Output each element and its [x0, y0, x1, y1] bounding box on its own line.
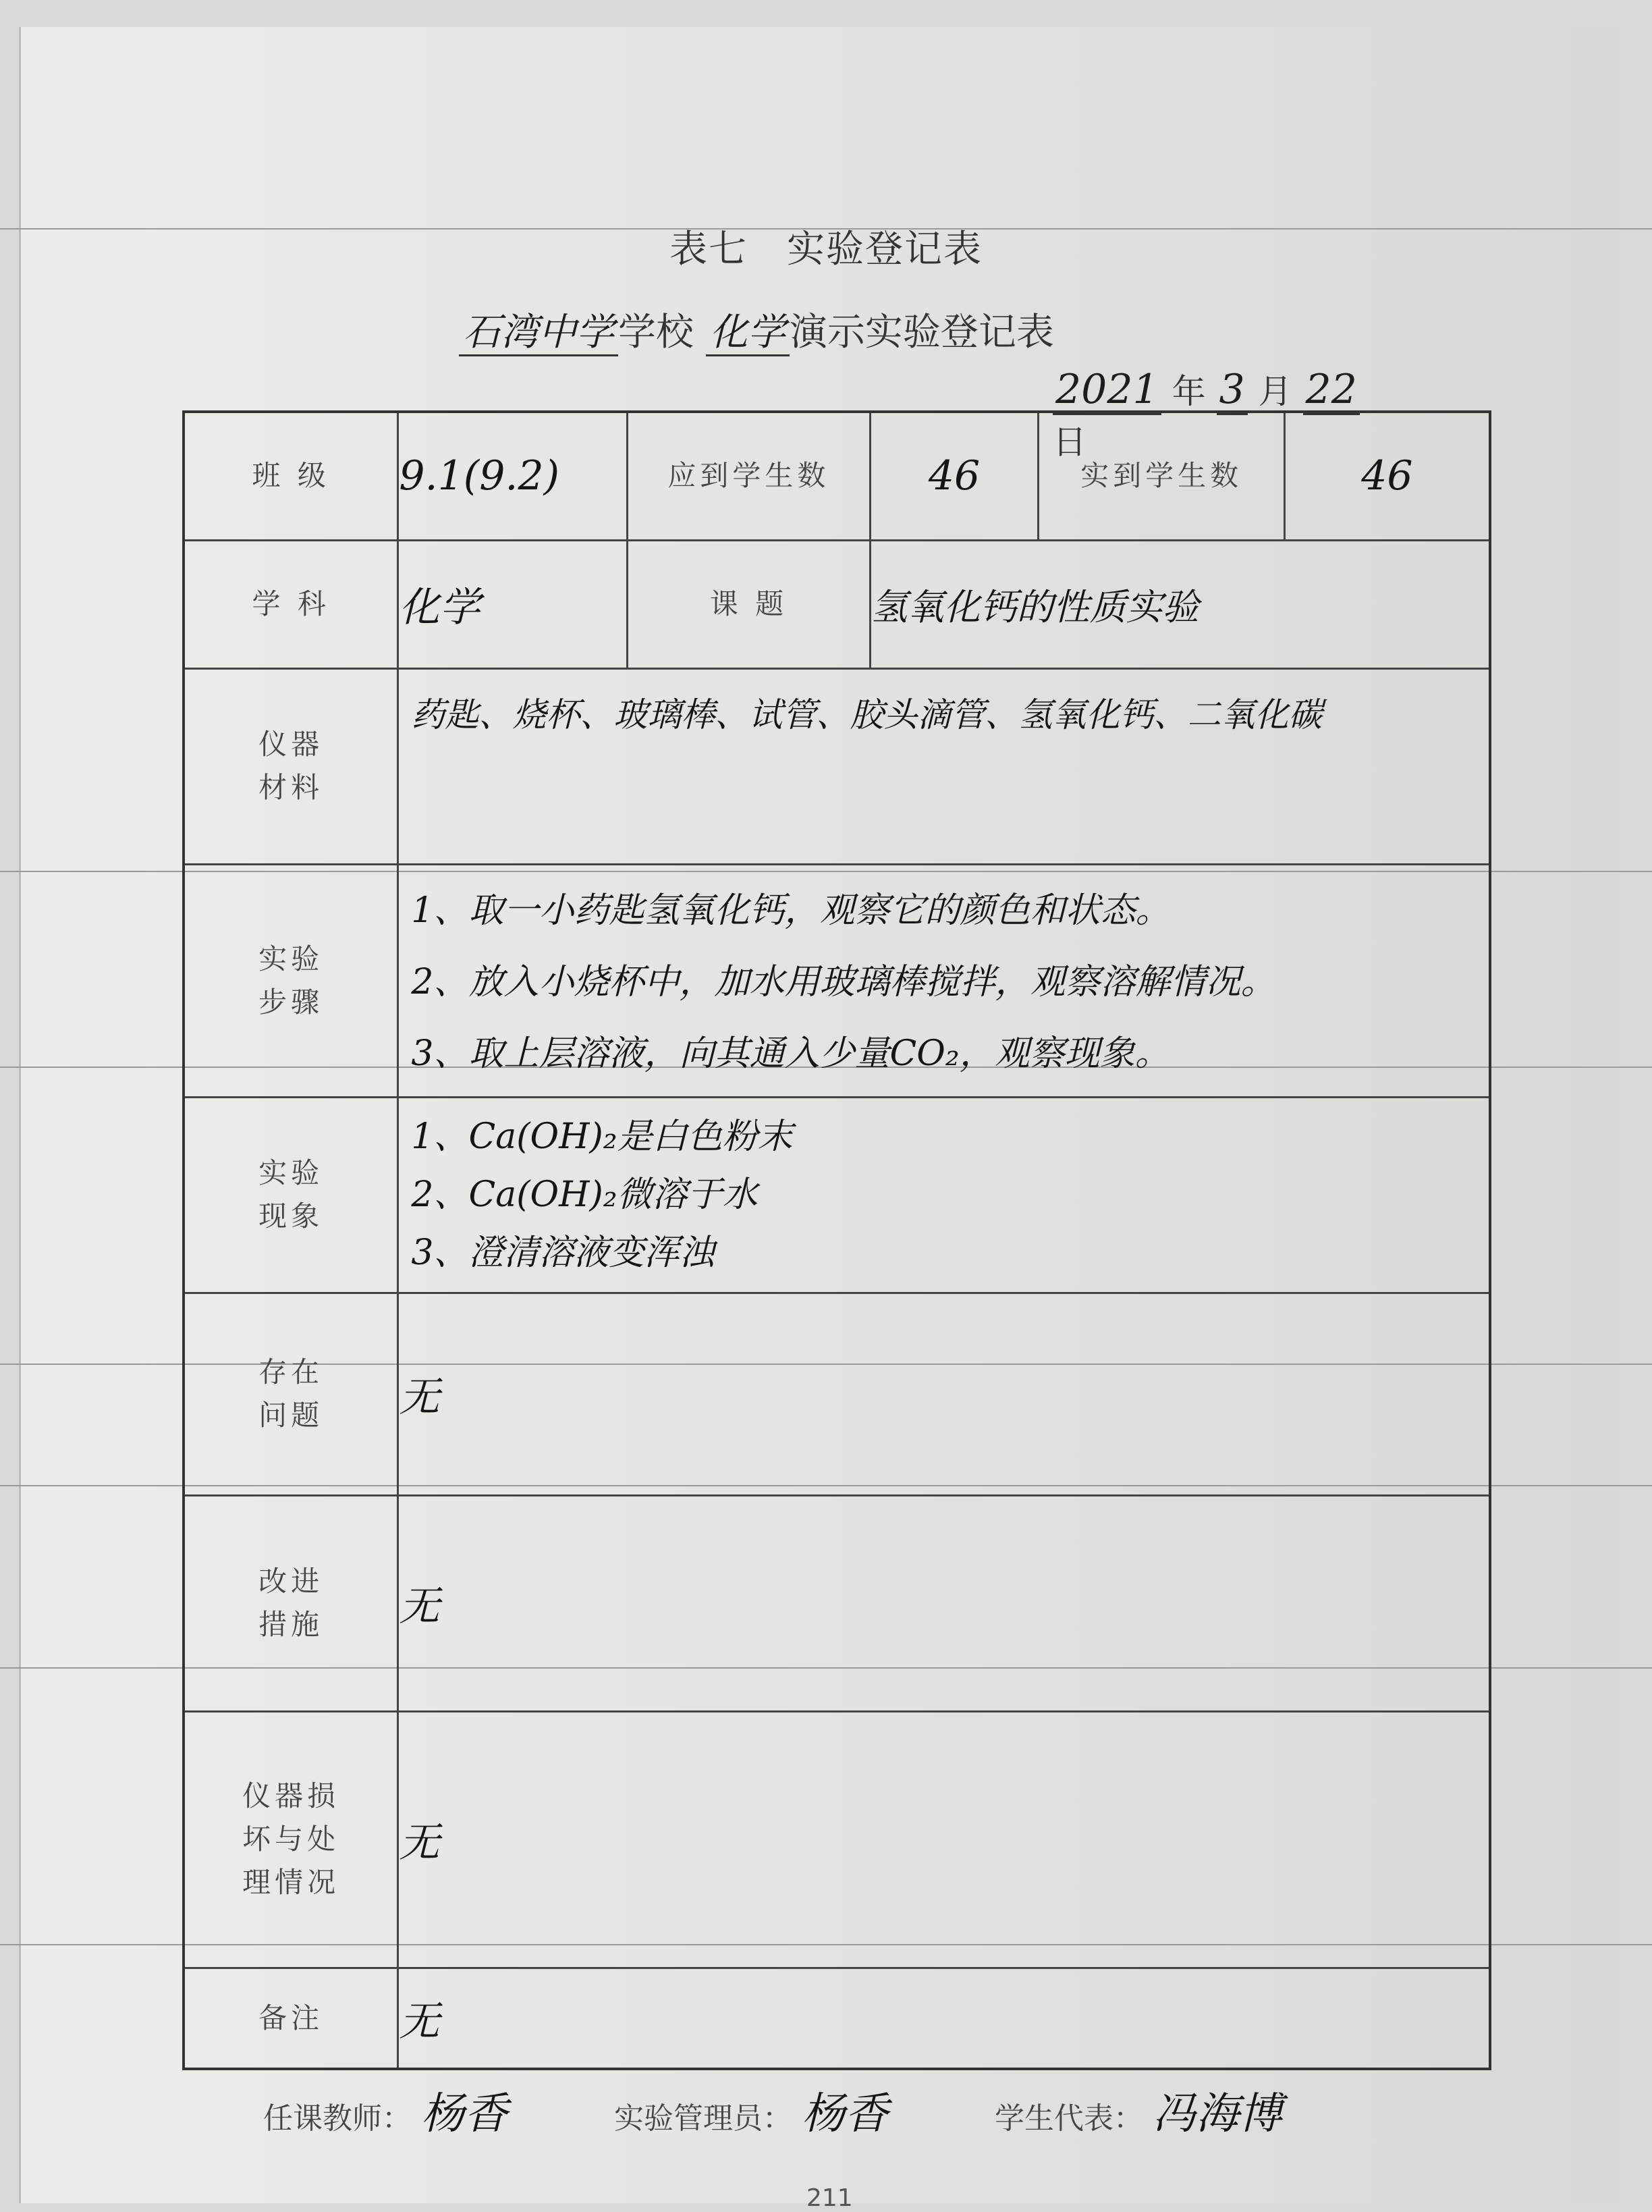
- signature-footer: [263, 2079, 1478, 2141]
- school-suffix: 学校: [618, 311, 694, 354]
- date-year: 2021: [1055, 366, 1159, 413]
- teacher-signature: 杨香: [421, 2089, 507, 2139]
- step-line: 2、放入小烧杯中，加水用玻璃棒搅拌，观察溶解情况。: [411, 961, 1276, 1002]
- class-label: 班 级: [184, 412, 398, 540]
- table-row: [184, 1293, 1490, 1495]
- table-row: [184, 668, 1490, 864]
- date-year-unit: 年: [1172, 372, 1206, 411]
- step-line: 1、取一小药匙氢氧化钙，观察它的颜色和状态。: [411, 890, 1171, 931]
- admin-signature: 杨香: [802, 2089, 888, 2139]
- registration-table: [182, 410, 1491, 2070]
- phenomena-label: [184, 1097, 398, 1293]
- materials-label-line: 材料: [258, 771, 324, 804]
- table-row: [184, 864, 1490, 1097]
- student-rep-signature: 冯海博: [1153, 2089, 1282, 2139]
- student-rep-label: 学生代表：: [995, 2101, 1143, 2136]
- table-row: [184, 412, 1490, 540]
- materials-value-cell: [398, 668, 1490, 864]
- topic-label: 课 题: [628, 540, 870, 668]
- problems-label-line: 存在: [258, 1355, 324, 1388]
- table-row: [184, 1097, 1490, 1293]
- page-title: 表七 实验登记表: [669, 227, 983, 271]
- improvement-label: [184, 1495, 398, 1711]
- damage-label: [184, 1711, 398, 1968]
- form-subtitle: [459, 302, 1404, 356]
- actual-students-value: 46: [1284, 412, 1490, 540]
- materials-label: [184, 668, 398, 864]
- phenomena-label-line: 实验: [258, 1156, 324, 1189]
- date-month-unit: 月: [1258, 372, 1292, 411]
- school-name: 石湾中学: [459, 311, 618, 356]
- topic-value: 氢氧化钙的性质实验: [870, 540, 1490, 668]
- remarks-label: 备注: [184, 1968, 398, 2069]
- damage-label-line: 坏与处: [242, 1823, 340, 1856]
- damage-value: 无: [398, 1711, 1490, 1968]
- phenomena-label-line: 现象: [258, 1199, 324, 1233]
- actual-students-label: 实到学生数: [1039, 412, 1284, 540]
- phenomena-cell: [398, 1097, 1490, 1293]
- class-value: 9.1(9.2): [398, 412, 628, 540]
- date-day-unit: 日: [1053, 423, 1086, 462]
- page-number: 211: [806, 2184, 853, 2212]
- improvement-value: 无: [398, 1495, 1490, 1711]
- problems-value: 无: [398, 1293, 1490, 1495]
- phenomenon-line: 2、Ca(OH)₂微溶于水: [411, 1174, 758, 1215]
- expected-students-value: 46: [870, 412, 1039, 540]
- subject-name: 化学: [706, 311, 790, 356]
- materials-label-line: 仪器: [258, 728, 324, 761]
- improvement-label-line: 改进: [258, 1565, 324, 1598]
- problems-label: [184, 1293, 398, 1495]
- improvement-label-line: 措施: [258, 1608, 324, 1641]
- phenomenon-line: 3、澄清溶液变浑浊: [411, 1232, 715, 1273]
- damage-label-line: 仪器损: [242, 1779, 340, 1812]
- steps-label-line: 步骤: [258, 985, 324, 1019]
- steps-cell: [398, 864, 1490, 1097]
- admin-label: 实验管理员：: [614, 2101, 792, 2136]
- table-row: [184, 1968, 1490, 2069]
- expected-students-label: 应到学生数: [628, 412, 870, 540]
- damage-label-line: 理情况: [242, 1866, 340, 1899]
- subject-label: 学 科: [184, 540, 398, 668]
- materials-value: 药匙、烧杯、玻璃棒、试管、胶头滴管、氢氧化钙、二氧化碳: [411, 695, 1323, 734]
- step-line: 3、取上层溶液，向其通入少量CO₂，观察现象。: [411, 1033, 1170, 1074]
- problems-label-line: 问题: [258, 1399, 324, 1432]
- subject-value: 化学: [398, 540, 628, 668]
- steps-label-line: 实验: [258, 942, 324, 975]
- table-row: [184, 540, 1490, 668]
- date-day: 22: [1305, 366, 1357, 413]
- remarks-value: 无: [398, 1968, 1490, 2069]
- date-month: 3: [1219, 366, 1245, 413]
- phenomenon-line: 1、Ca(OH)₂是白色粉末: [411, 1116, 793, 1157]
- steps-label: [184, 864, 398, 1097]
- teacher-label: 任课教师：: [263, 2101, 412, 2136]
- table-row: [184, 1495, 1490, 1711]
- table-row: [184, 1711, 1490, 1968]
- form-suffix: 演示实验登记表: [789, 311, 1054, 354]
